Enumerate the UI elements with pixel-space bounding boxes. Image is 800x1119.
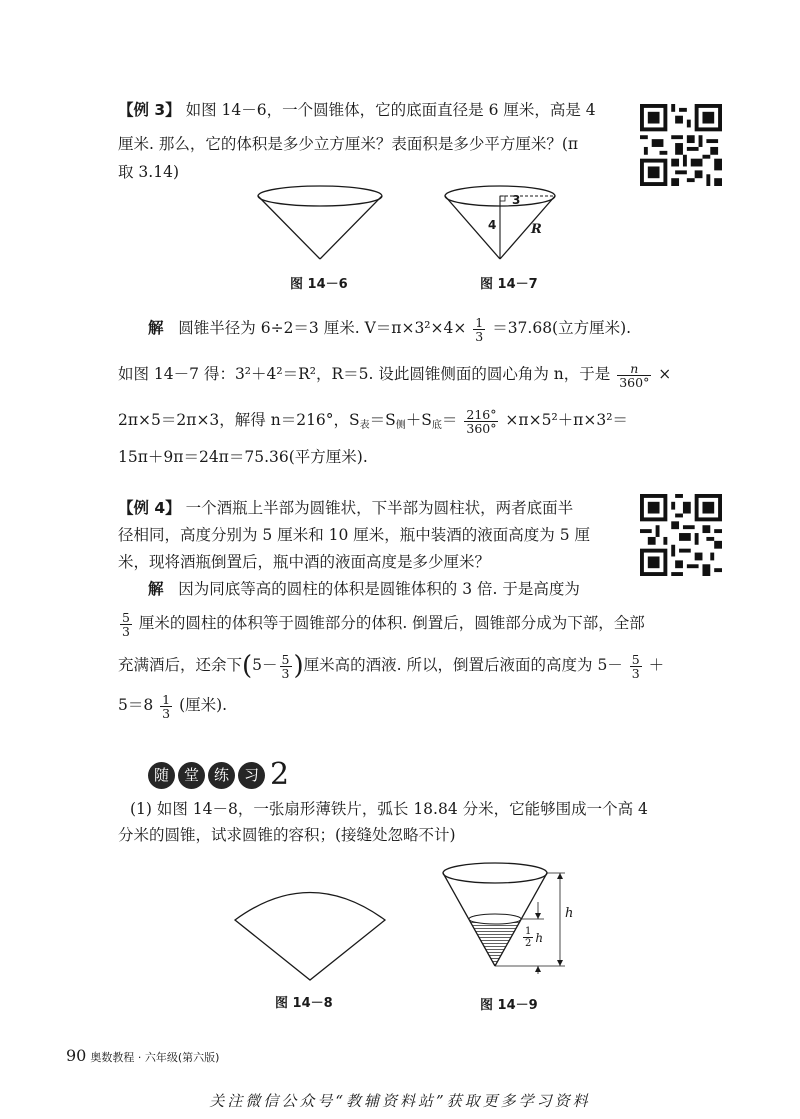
fraction: $\frac{1}{3}$	[475, 314, 484, 344]
qr-code-icon[interactable]	[640, 494, 722, 576]
book-title: 奥数教程 · 六年级(第六版)	[90, 1051, 220, 1064]
figure-14-9-label-h: h	[565, 906, 574, 921]
example3-line2: 厘米. 那么，它的体积是多少立方厘米？表面积是多少平方厘米？(π	[118, 135, 579, 153]
solution4-line1: 解 因为同底等高的圆柱的体积是圆锥体积的 3 倍. 于是高度为	[148, 580, 580, 598]
example4-line1: 【例 4】 一个酒瓶上半部为圆锥状，下半部为圆柱状，两者底面半	[118, 499, 574, 517]
fraction: $\frac{5}{3}$	[281, 651, 290, 681]
example4-line3: 米，现将酒瓶倒置后，瓶中酒的液面高度是多少厘米？	[118, 553, 491, 571]
fraction: $\frac{1}{3}$	[162, 691, 171, 721]
fraction: $\frac{216^\circ}{360^\circ}$	[466, 406, 497, 436]
fraction: $\frac{5}{3}$	[122, 609, 130, 639]
solution4-jie: 解	[148, 580, 164, 598]
practice-char-2: 堂	[178, 762, 205, 789]
solution4-line3: 充满酒后，还余下(5－ $\frac{5}{3}$ )厘米高的酒液. 所以，倒置后液面的高度为 5－ $\frac{5}{3}$ ＋	[118, 651, 665, 681]
page-footer	[66, 1046, 219, 1065]
fraction: $\frac{1}{2}$	[525, 926, 532, 949]
footer-promo-note: 关注微信公众号“教辅资料站”获取更多学习资料	[209, 1092, 591, 1110]
figure-14-8-sector	[225, 880, 395, 985]
figure-14-7-label-3: 3	[512, 193, 521, 207]
figure-14-9-cone	[440, 858, 580, 978]
qr-code-icon[interactable]	[640, 104, 722, 186]
figure-14-6-caption: 图 14－6	[290, 277, 348, 292]
practice-number: 2	[270, 757, 290, 792]
solution3-line2: 如图 14－7 得：3²＋4²＝R²，R＝5. 设此圆锥侧面的圆心角为 n，于是 $\frac{n}{360^\circ}$ ×	[118, 360, 672, 390]
fraction: $\frac{5}{3}$	[631, 651, 640, 681]
figure-14-9-label-half-h: $\frac{1}{2}$ h	[525, 926, 544, 949]
practice-char-1: 随	[148, 762, 175, 789]
figure-14-7-caption: 图 14－7	[480, 277, 538, 292]
figure-14-9-caption: 图 14－9	[480, 998, 538, 1013]
example3-line1: 【例 3】 如图 14－6，一个圆锥体，它的底面直径是 6 厘米，高是 4	[118, 101, 596, 119]
figure-14-8-caption: 图 14－8	[275, 996, 333, 1011]
figure-14-7-cone	[440, 183, 580, 263]
practice-char-4: 习	[238, 762, 265, 789]
figure-14-6-cone	[250, 183, 390, 263]
solution3-jie: 解	[148, 319, 164, 337]
solution3-line3: 2π×5＝2π×3，解得 n＝216°，$S_表=S_侧+S_底=$ $\frac{216^\circ}{360^\circ}$ ×π×5²＋π×3²＝	[118, 406, 628, 436]
practice-q1-line1: (1) 如图 14－8，一张扇形薄铁片，弧长 18.84 分米，它能够围成一个高 4	[130, 800, 648, 818]
practice-header	[148, 757, 290, 792]
example4-line2: 径相同，高度分别为 5 厘米和 10 厘米，瓶中装酒的液面高度为 5 厘	[118, 526, 591, 544]
practice-q1-line2: 分米的圆锥，试求圆锥的容积；(接缝处忽略不计)	[118, 826, 456, 844]
page-number: 90	[66, 1046, 87, 1065]
fraction: $\frac{n}{360^\circ}$	[619, 360, 650, 390]
practice-char-3: 练	[208, 762, 235, 789]
figure-14-7-label-4: 4	[488, 218, 497, 232]
solution4-line2: $\frac{5}{3}$ 厘米的圆柱的体积等于圆锥部分的体积. 倒置后，圆锥部分成为下部，全部	[122, 609, 645, 639]
solution3-line1: 解 圆锥半径为 6÷2＝3 厘米. V＝π×3²×4× $\frac{1}{3}$ ＝37.68(立方厘米).	[148, 314, 632, 344]
solution4-line4: 5＝8 $\frac{1}{3}$ (厘米).	[118, 691, 228, 721]
example3-tag: 【例 3】	[118, 101, 181, 119]
example4-tag: 【例 4】	[118, 499, 181, 517]
solution3-line4: 15π＋9π＝24π＝75.36(平方厘米).	[118, 448, 368, 466]
example3-line3: 取 3.14)	[118, 163, 179, 181]
figure-14-7-label-r: R	[531, 222, 542, 237]
